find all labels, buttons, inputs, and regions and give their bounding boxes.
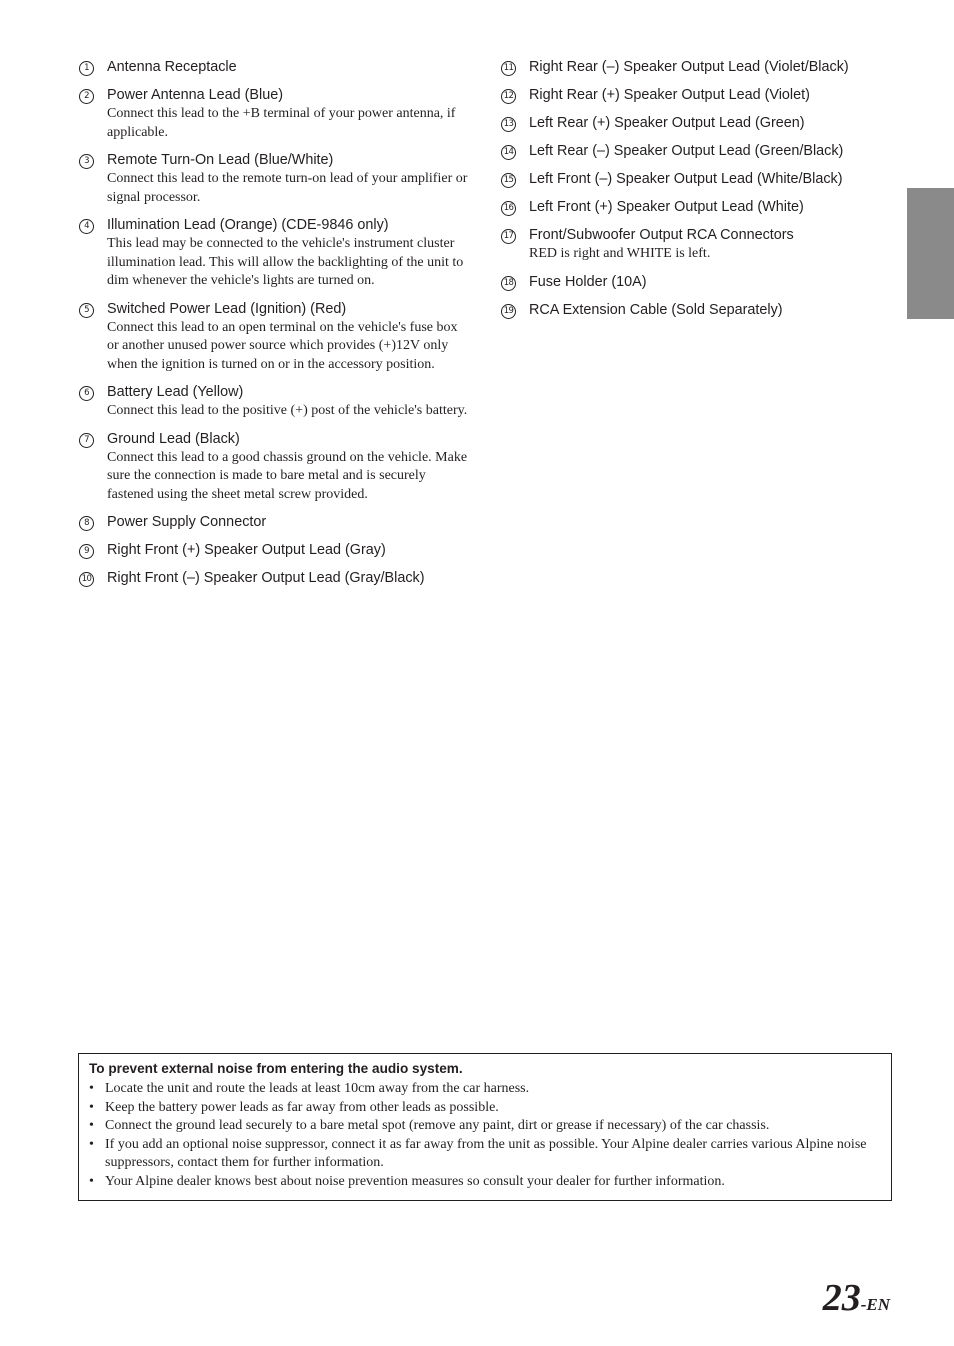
page-language-suffix: -EN: [860, 1295, 890, 1314]
item-number: 3: [79, 154, 94, 169]
notice-text: Keep the battery power leads as far away from other leads as possible.: [105, 1099, 499, 1115]
item-title: Fuse Holder (10A): [529, 273, 647, 290]
list-item: [501, 170, 901, 189]
bullet: •: [89, 1099, 94, 1115]
item-description: Connect this lead to an open terminal on the vehicle's fuse box or another unused power source which provides (+)12V only when the ignition is turned on or in the accessory position.: [107, 319, 458, 372]
item-title: Left Rear (+) Speaker Output Lead (Green): [529, 115, 805, 131]
notice-item: [89, 1173, 882, 1192]
list-item: [501, 273, 901, 292]
list-item: [501, 114, 901, 133]
item-number: 19: [501, 304, 516, 319]
item-number: 4: [79, 219, 94, 234]
item-description: Connect this lead to a good chassis ground on the vehicle. Make sure the connection is made to bare metal and is securely fastened using the sheet metal screw provided.: [107, 449, 468, 502]
item-title: Remote Turn-On Lead (Blue/White): [107, 152, 334, 168]
notice-item: [89, 1099, 882, 1118]
list-item: [79, 541, 471, 560]
item-number: 6: [79, 386, 94, 401]
notice-item: [89, 1117, 882, 1136]
item-number: 5: [79, 303, 94, 318]
notice-text: Connect the ground lead securely to a bare metal spot (remove any paint, dirt or grease if necessary) of the car chassis.: [105, 1118, 770, 1133]
item-number: 2: [79, 89, 94, 104]
item-title: Illumination Lead (Orange) (CDE-9846 only): [107, 217, 389, 233]
item-description: Connect this lead to the +B terminal of your power antenna, if applicable.: [107, 106, 456, 140]
bullet: •: [89, 1118, 94, 1133]
item-title: Power Antenna Lead (Blue): [107, 87, 284, 103]
notice-item: [89, 1136, 882, 1173]
item-number: 12: [501, 89, 516, 104]
list-item: [79, 151, 471, 207]
item-title: Right Rear (–) Speaker Output Lead (Violet/Black): [529, 59, 849, 75]
item-title: Antenna Receptacle: [107, 59, 237, 75]
item-number: 13: [501, 117, 516, 132]
notice-item: [89, 1080, 882, 1099]
item-number: 7: [79, 433, 94, 448]
item-title: Right Rear (+) Speaker Output Lead (Violet): [529, 87, 810, 103]
item-number: 1: [79, 61, 94, 76]
item-title: Switched Power Lead (Ignition) (Red): [107, 300, 347, 317]
item-description: RED is right and WHITE is left.: [529, 246, 711, 261]
item-number: 17: [501, 229, 516, 244]
bullet: •: [89, 1173, 94, 1189]
right-column: [501, 58, 901, 329]
list-item: [501, 86, 901, 105]
item-title: Battery Lead (Yellow): [107, 384, 244, 400]
item-title: Right Front (+) Speaker Output Lead (Gray): [107, 542, 386, 558]
list-item: [501, 226, 901, 264]
item-title: Right Front (–) Speaker Output Lead (Gray/Black): [107, 570, 425, 586]
noise-notice-box: [78, 1053, 892, 1201]
list-item: [79, 383, 471, 421]
item-title: Ground Lead (Black): [107, 430, 240, 447]
page-number: [823, 1276, 890, 1320]
item-title: Front/Subwoofer Output RCA Connectors: [529, 227, 794, 243]
notice-title: To prevent external noise from entering the audio system.: [89, 1061, 463, 1076]
list-item: [79, 569, 471, 588]
item-number: 10: [79, 572, 94, 587]
item-title: Left Front (–) Speaker Output Lead (White/Black): [529, 171, 843, 187]
item-number: 11: [501, 61, 516, 76]
notice-text: Your Alpine dealer knows best about noise prevention measures so consult your dealer for further information.: [105, 1173, 725, 1189]
item-description: Connect this lead to the remote turn-on lead of your amplifier or signal processor.: [107, 171, 468, 205]
item-number: 16: [501, 201, 516, 216]
list-item: [79, 300, 471, 375]
item-title: RCA Extension Cable (Sold Separately): [529, 301, 783, 318]
item-number: 8: [79, 516, 94, 531]
item-title: Left Front (+) Speaker Output Lead (White): [529, 199, 804, 215]
section-tab: [907, 188, 954, 319]
bullet: •: [89, 1081, 94, 1096]
page-number-value: 23: [822, 1277, 861, 1319]
list-item: [79, 86, 471, 142]
item-description: This lead may be connected to the vehicle's instrument cluster illumination lead. This will allow the backlighting of the unit to dim whenever the vehicle's lights are turned on.: [107, 236, 464, 288]
list-item: [79, 216, 471, 291]
left-column: [79, 58, 471, 597]
list-item: [501, 58, 901, 77]
notice-list: [89, 1080, 882, 1191]
bullet: •: [89, 1136, 94, 1152]
list-item: [79, 513, 471, 532]
list-item: [79, 58, 471, 77]
notice-text: If you add an optional noise suppressor, connect it as far away from the unit as possible. Your Alpine dealer carries various Alpine noise suppressors, contact them for further information.: [105, 1136, 867, 1170]
item-number: 18: [501, 276, 516, 291]
item-number: 15: [501, 173, 516, 188]
item-number: 9: [79, 544, 94, 559]
item-description: Connect this lead to the positive (+) post of the vehicle's battery.: [107, 403, 468, 418]
item-title: Power Supply Connector: [107, 514, 267, 530]
list-item: [501, 198, 901, 217]
list-item: [501, 301, 901, 320]
list-item: [501, 142, 901, 161]
list-item: [79, 430, 471, 505]
item-title: Left Rear (–) Speaker Output Lead (Green/Black): [529, 143, 844, 159]
notice-text: Locate the unit and route the leads at least 10cm away from the car harness.: [105, 1081, 530, 1096]
item-number: 14: [501, 145, 516, 160]
